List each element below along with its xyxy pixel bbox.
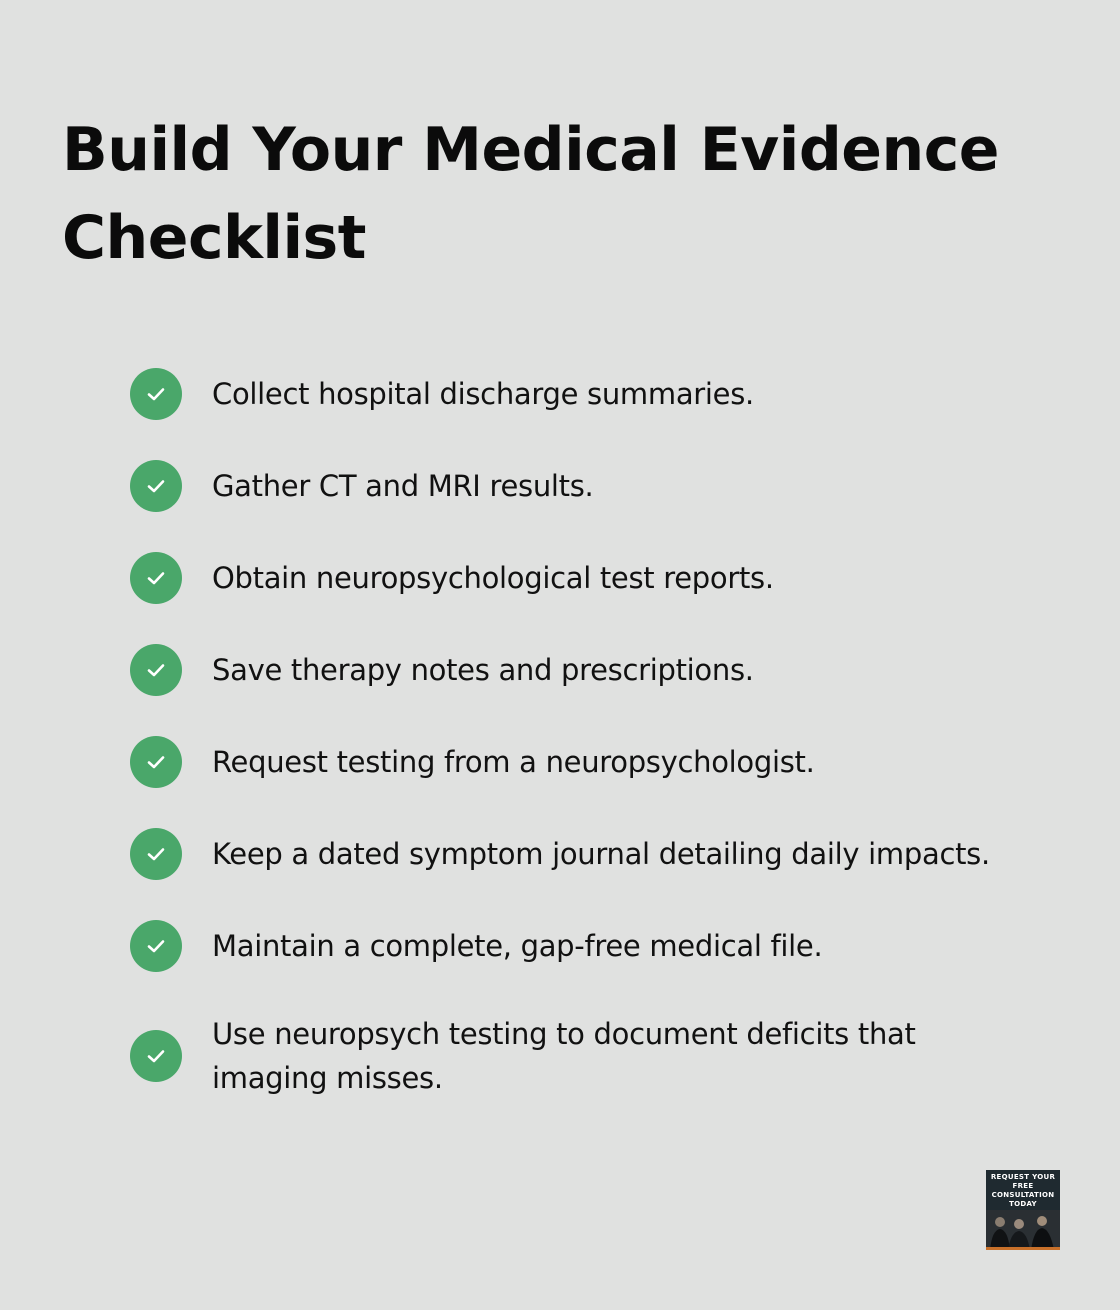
check-circle-icon: [130, 644, 182, 696]
checklist-item: [130, 368, 1070, 420]
checklist-item-label: Maintain a complete, gap-free medical file.: [212, 929, 823, 963]
check-circle-icon: [130, 368, 182, 420]
checklist-item: [130, 920, 1070, 972]
checklist-item-label: Obtain neuropsychological test reports.: [212, 561, 774, 595]
checklist-item-label: Keep a dated symptom journal detailing daily impacts.: [212, 837, 990, 871]
check-circle-icon: [130, 828, 182, 880]
checklist-item-label: Use neuropsych testing to document deficits that imaging misses.: [212, 1017, 916, 1095]
check-circle-icon: [130, 552, 182, 604]
check-circle-icon: [130, 736, 182, 788]
check-circle-icon: [130, 1030, 182, 1082]
checklist-item-label: Request testing from a neuropsychologist.: [212, 745, 815, 779]
people-photo-icon: [986, 1210, 1060, 1250]
checklist-item: [130, 828, 1070, 880]
consultation-badge[interactable]: [986, 1170, 1060, 1250]
checklist-item-label: Save therapy notes and prescriptions.: [212, 653, 754, 687]
checklist-item-label: Collect hospital discharge summaries.: [212, 377, 754, 411]
checklist-item-label: Gather CT and MRI results.: [212, 469, 594, 503]
checklist-item: [130, 1012, 1070, 1100]
page-title: Build Your Medical Evidence Checklist: [62, 115, 999, 273]
check-circle-icon: [130, 460, 182, 512]
checklist-item: [130, 736, 1070, 788]
badge-text: REQUEST YOUR FREE CONSULTATION TODAY: [990, 1173, 1056, 1208]
checklist-item: [130, 552, 1070, 604]
checklist-item: [130, 460, 1070, 512]
checklist-item: [130, 644, 1070, 696]
check-circle-icon: [130, 920, 182, 972]
